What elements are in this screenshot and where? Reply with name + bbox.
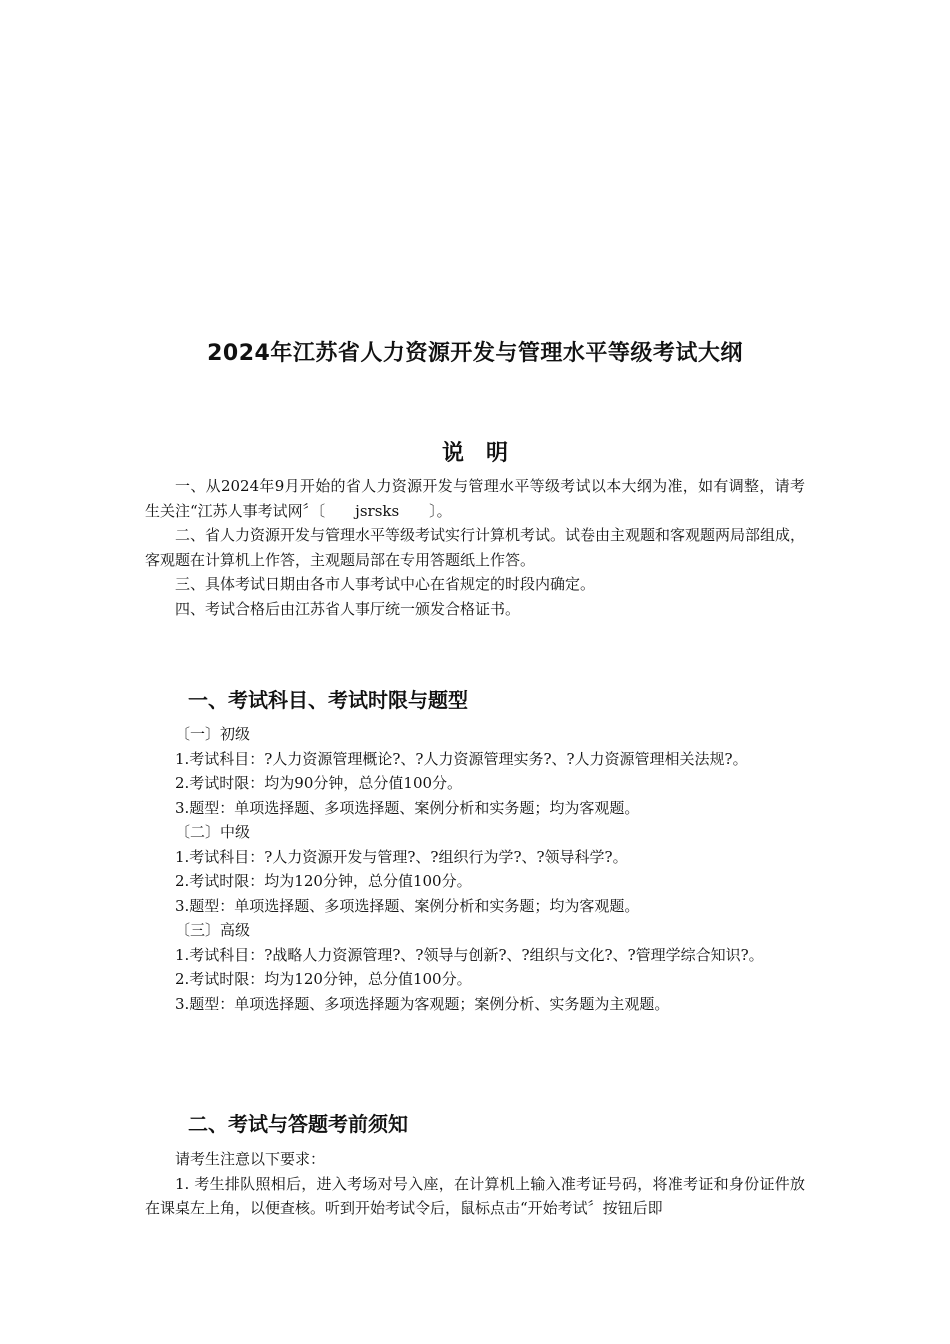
- junior-subjects: 1.考试科目：?人力资源管理概论?、?人力资源管理实务?、?人力资源管理相关法规?。: [175, 749, 748, 768]
- intro-paragraph-4: 四、考试合格后由江苏省人事厅统一颁发合格证书。: [175, 599, 521, 618]
- senior-question-types: 3.题型：单项选择题、多项选择题为客观题；案例分析、实务题为主观题。: [175, 994, 670, 1013]
- section2-rule-1: 1. 考生排队照相后，进入考场对号入座，在计算机上输入准考证号码，将准考证和身份证件放在课桌左上角，以便查核。听到开始考试令后，鼠标点击“开始考试〞按钮后即: [145, 1174, 805, 1217]
- senior-subjects: 1.考试科目：?战略人力资源管理?、?领导与创新?、?组织与文化?、?管理学综合知识?。: [175, 945, 764, 964]
- intermediate-subjects: 1.考试科目：?人力资源开发与管理?、?组织行为学?、?领导科学?。: [175, 847, 628, 866]
- section1-heading: 一、考试科目、考试时限与题型: [188, 688, 468, 712]
- junior-time-limit: 2.考试时限：均为90分钟，总分值100分。: [175, 774, 463, 792]
- document-title: 2024年江苏省人力资源开发与管理水平等级考试大纲: [207, 341, 743, 366]
- section2-body: [145, 1147, 805, 1221]
- intro-paragraphs: [145, 474, 805, 621]
- level-heading-junior: 〔一〕初级: [175, 725, 251, 743]
- section2-intro: 请考生注意以下要求：: [175, 1150, 326, 1168]
- intro-paragraph-1: 一、从2024年9月开始的省人力资源开发与管理水平等级考试以本大纲为准，如有调整，请考生关注“江苏人事考试网〞〔 jsrsks 〕。: [145, 477, 805, 520]
- section2-heading: 二、考试与答题考前须知: [188, 1112, 408, 1136]
- intro-paragraph-3: 三、具体考试日期由各市人事考试中心在省规定的时段内确定。: [175, 575, 596, 593]
- level-heading-senior: 〔三〕高级: [175, 921, 251, 939]
- section-subtitle: 说明: [441, 441, 530, 466]
- section1-body: [145, 722, 805, 1016]
- senior-time-limit: 2.考试时限：均为120分钟，总分值100分。: [175, 970, 472, 988]
- intermediate-question-types: 3.题型：单项选择题、多项选择题、案例分析和实务题；均为客观题。: [175, 896, 640, 915]
- junior-question-types: 3.题型：单项选择题、多项选择题、案例分析和实务题；均为客观题。: [175, 798, 640, 817]
- level-heading-intermediate: 〔二〕中级: [175, 823, 251, 841]
- intro-paragraph-2: 二、省人力资源开发与管理水平等级考试实行计算机考试。试卷由主观题和客观题两局部组成，客观题在计算机上作答，主观题局部在专用答题纸上作答。: [145, 526, 806, 569]
- intermediate-time-limit: 2.考试时限：均为120分钟，总分值100分。: [175, 872, 472, 890]
